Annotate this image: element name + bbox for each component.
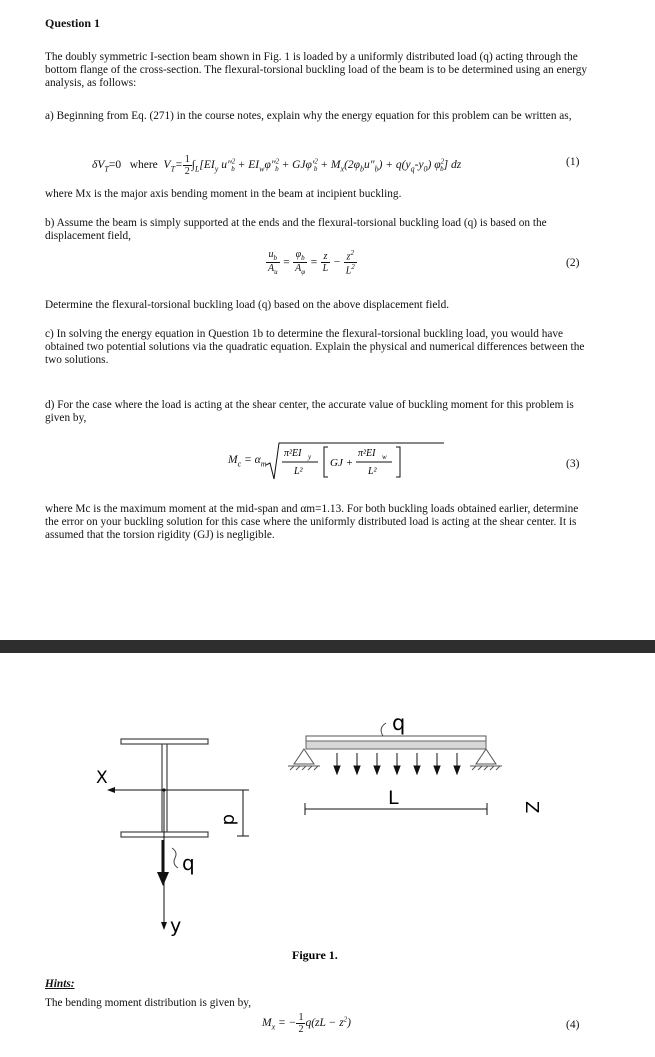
- sqrt-expression: [266, 441, 446, 481]
- right-support: [470, 749, 502, 770]
- part-b-text: b) Assume the beam is simply supported at the ends and the flexural-torsional buckling load (q) is based on the displacement field,: [45, 217, 547, 242]
- section-load-label: q: [182, 851, 195, 875]
- part-c-text: c) In solving the energy equation in Question 1b to determine the flexural-torsional buckling load, you would have obtained two potential solutions via the quadratic equation. Explain the physical and numerical differences between the two solutions.: [45, 328, 585, 366]
- part-a-text: a) Beginning from Eq. (271) in the course notes, explain why the energy equation for this problem can be written as,: [45, 110, 572, 122]
- equation-3-number: (3): [566, 458, 580, 470]
- equation-4: $M_x$ = − $\frac{1}{2}$ $q(zL - z^2)$: [262, 1012, 352, 1035]
- equation-2-number: (2): [566, 257, 580, 269]
- intro-paragraph: The doubly symmetric I-section beam shown in Fig. 1 is loaded by a uniformly distributed load (q) acting through the bottom flange of the cross-section. The flexural-torsional buckling load of the beam is to be determined using an energy analysis, as follows:: [45, 51, 587, 89]
- figure-caption: Figure 1.: [292, 948, 338, 962]
- question-title: Question 1: [45, 16, 101, 30]
- udl-arrows: [334, 753, 460, 774]
- svg-text:GJ +: GJ +: [330, 457, 354, 469]
- beam-load-label: q: [392, 711, 406, 735]
- span-label: L: [388, 787, 399, 809]
- section-load-arrow: [157, 840, 178, 886]
- left-support: [288, 749, 320, 770]
- svg-text:w: w: [382, 453, 388, 461]
- svg-text:L²: L²: [368, 466, 378, 477]
- z-axis-label: Z: [521, 801, 542, 814]
- equation-1-number: (1): [566, 156, 580, 168]
- y-axis-label: y: [170, 915, 182, 937]
- equation-3: $M_c = \alpha_m$ π²EI y L² GJ + π²EI w L²: [228, 441, 446, 481]
- part-b-tail-text: Determine the flexural-torsional buckling load (q) based on the above displacement field.: [45, 299, 450, 311]
- svg-text:π²EI: π²EI: [358, 448, 376, 459]
- part-d-text: d) For the case where the load is acting at the shear center, the accurate value of buckling moment for this problem is given by,: [45, 399, 574, 424]
- hints-text: The bending moment distribution is given by,: [45, 997, 252, 1009]
- svg-text:L²: L²: [294, 466, 304, 477]
- svg-text:π²EI: π²EI: [284, 448, 302, 459]
- equation-1: $\delta V_T=0$ where $V_T=$ $\frac{1}{2}$ $\int_L[EI_y$ $u''^2_b + EI_w\varphi''^2_b + GJ\varphi'^2_b + M_x(2\varphi_bu''_b) + q(y_q-y_0)$ $\varphi^2_b$] dz: [92, 154, 462, 177]
- hints-title: Hints:: [45, 978, 75, 990]
- part-d-tail-text: where Mc is the maximum moment at the mid-span and αm=1.13. For both buckling loads obtained earlier, determine the error on your buckling solution for this case where the uniformly distributed load is acting at the shear center. It is assumed that the torsion rigidity (GJ) is negligible.: [45, 503, 579, 541]
- svg-text:y: y: [308, 453, 312, 461]
- depth-label: d: [219, 814, 240, 826]
- figure-1: [0, 690, 655, 970]
- where-mx-text: where Mx is the major axis bending moment in the beam at incipient buckling.: [45, 188, 402, 200]
- equation-4-number: (4): [566, 1019, 580, 1031]
- page-break-bar: [0, 640, 655, 653]
- x-axis-arrow: [107, 787, 240, 793]
- depth-dimension: [237, 790, 249, 836]
- x-axis-label: X: [96, 768, 108, 788]
- equation-2: $\frac{u_b}{A_u}$ = $\frac{\varphi_b}{A_\varphi}$ = $\frac{z}{L}$ − $\frac{z^2}{L^2}$: [268, 249, 355, 277]
